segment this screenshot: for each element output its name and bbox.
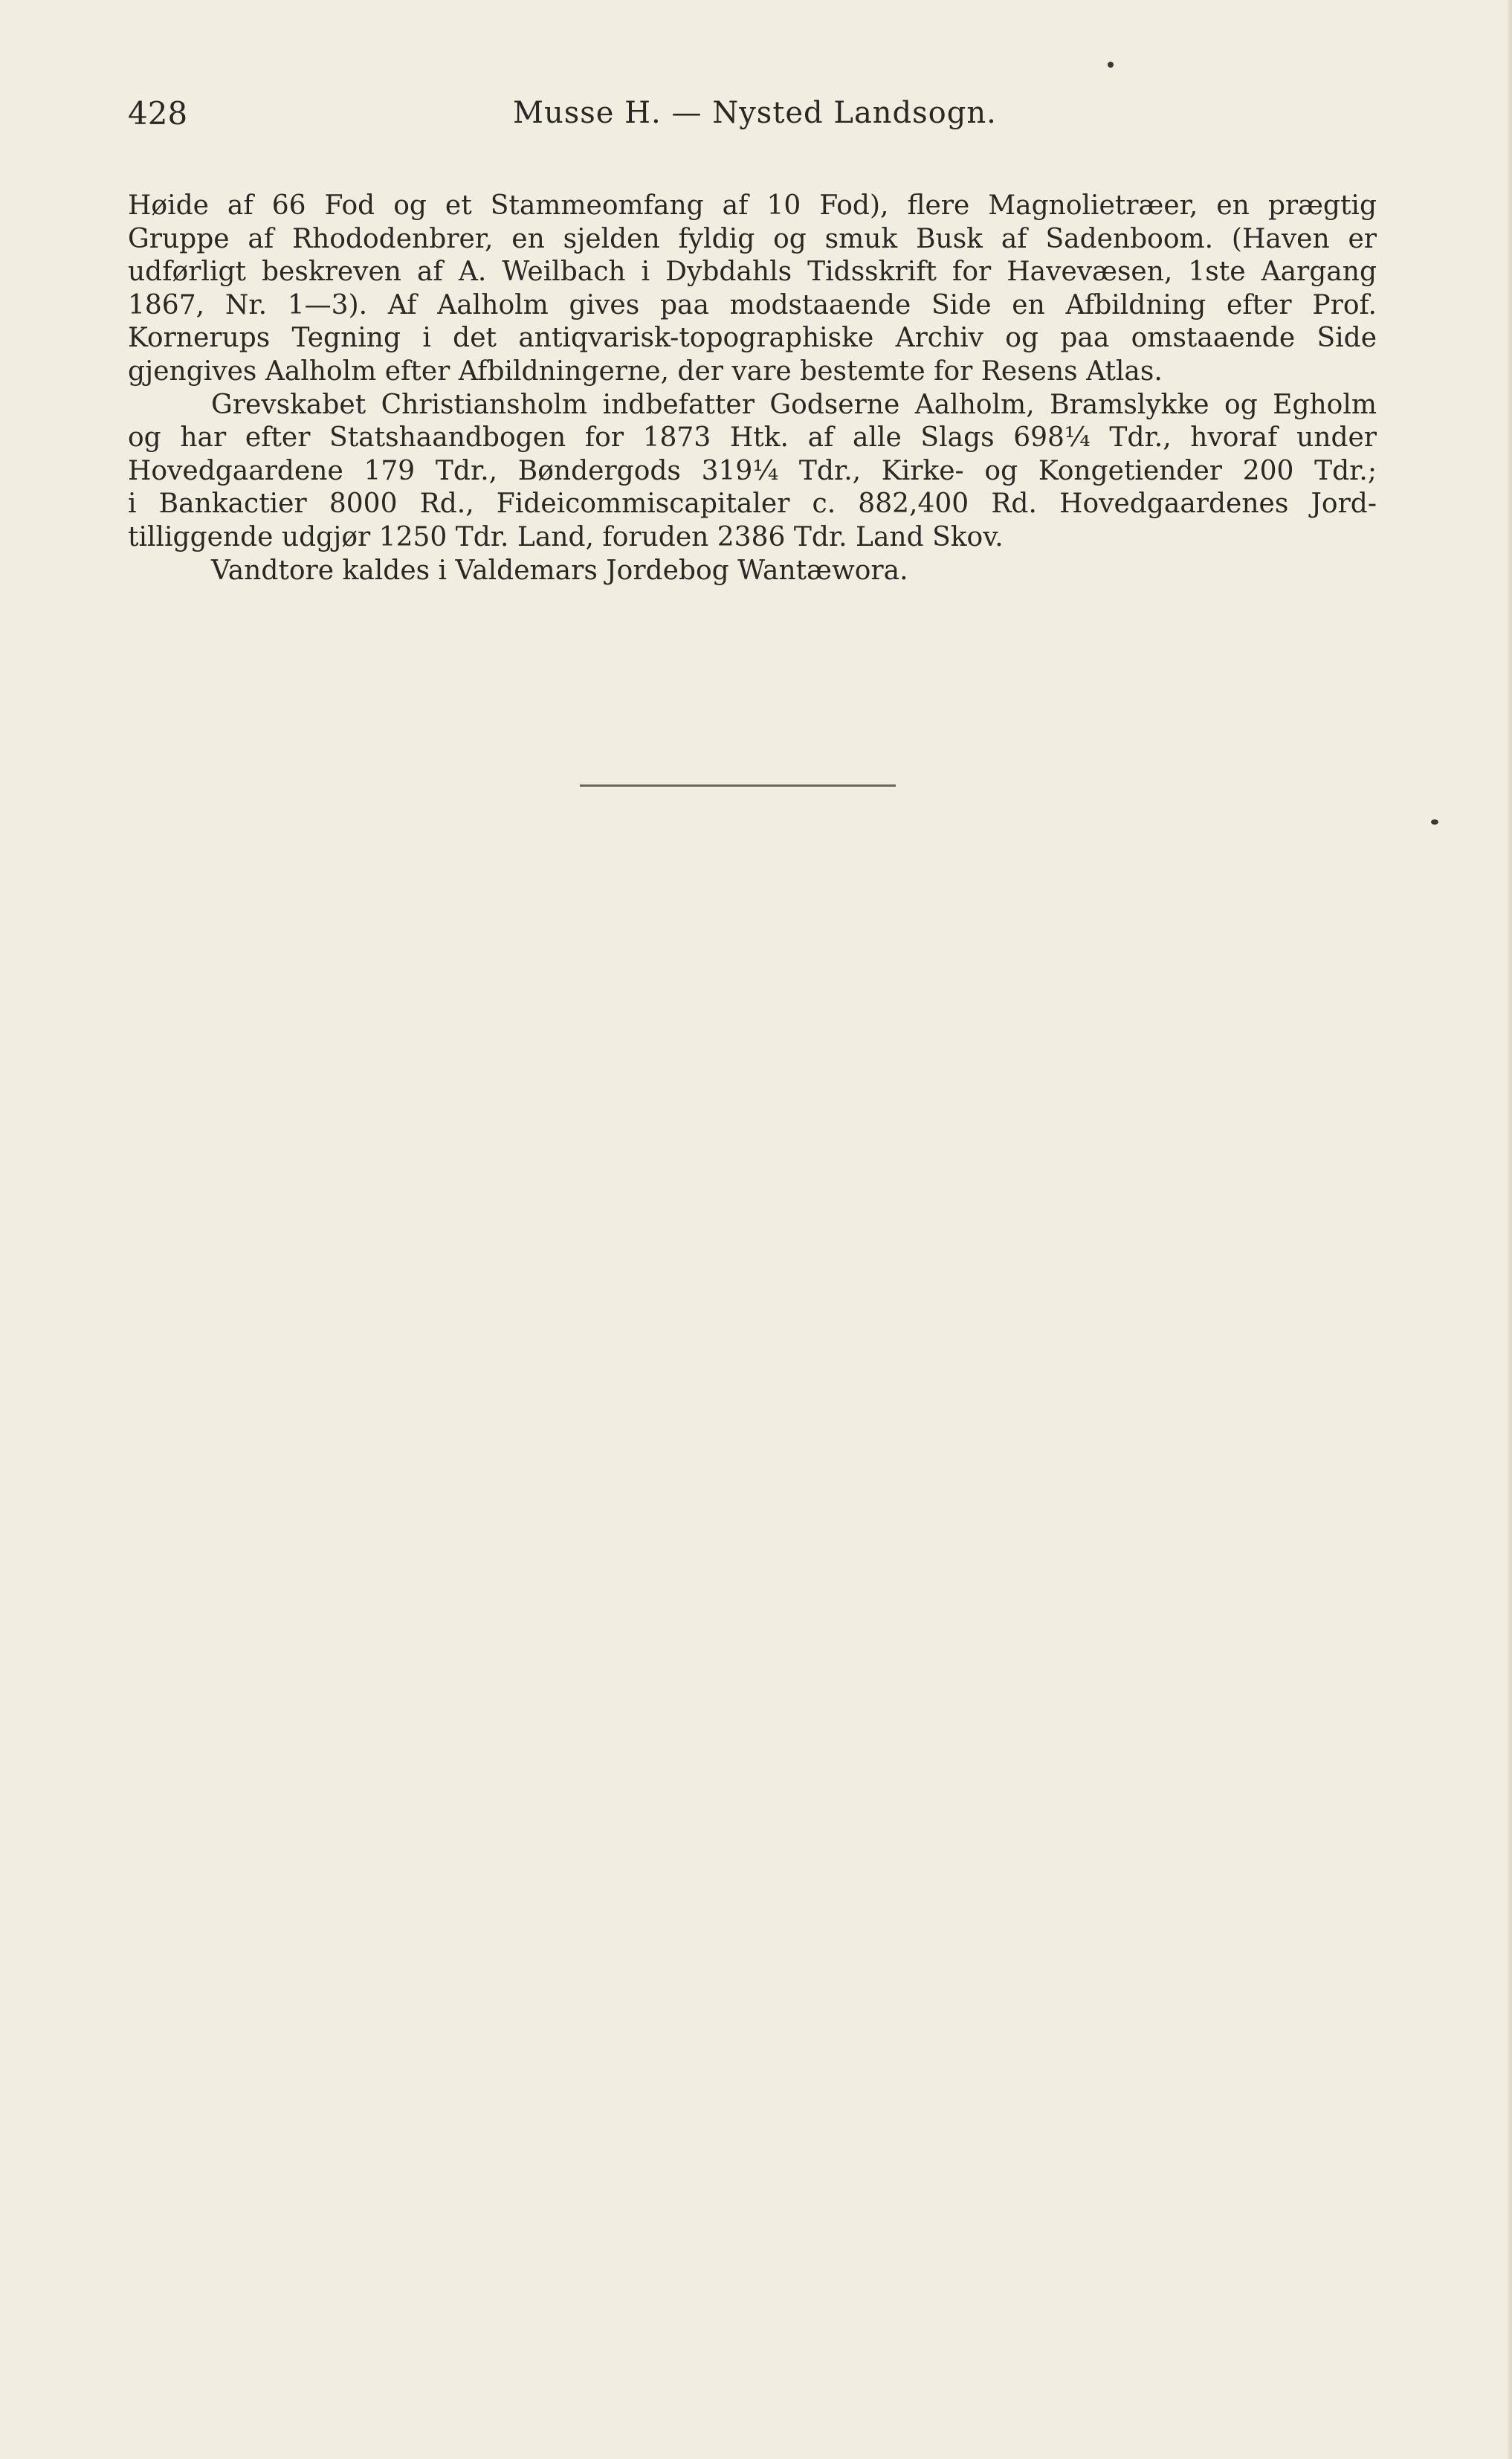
page-number: 428 [128, 95, 188, 132]
section-divider [580, 784, 896, 787]
text-line: og har efter Statshaandbogen for 1873 Htk. af alle Slags 698¼ Tdr., hvoraf under [128, 422, 1377, 454]
text-line: gjengives Aalholm efter Afbildningerne, der vare bestemte for Resens Atlas. [128, 355, 1163, 387]
text-line: 1867, Nr. 1—3). Af Aalholm gives paa modstaaende Side en Afbildning efter Prof. [128, 289, 1377, 320]
text-line: i Bankactier 8000 Rd., Fideicommiscapitaler c. 882,400 Rd. Hovedgaardenes Jord- [128, 489, 1377, 520]
ink-speck [1431, 819, 1438, 825]
text-line: Vandtore kaldes i Valdemars Jordebog Wantæwora. [211, 555, 908, 586]
running-head: Musse H. — Nysted Landsogn. [513, 96, 997, 130]
text-line: Grevskabet Christiansholm indbefatter Godserne Aalholm, Bramslykke og Egholm [211, 389, 1377, 420]
ink-speck [1108, 62, 1114, 68]
paragraph-1 [128, 190, 1377, 389]
text-line: Hovedgaardene 179 Tdr., Bøndergods 319¼ Tdr., Kirke- og Kongetiender 200 Tdr.; [128, 455, 1377, 486]
paragraph-3 [128, 555, 1377, 588]
text-line: Gruppe af Rhododenbrer, en sjelden fyldig og smuk Busk af Sadenboom. (Haven er [128, 223, 1377, 254]
page-edge [1506, 0, 1512, 2459]
text-line: tilliggende udgjør 1250 Tdr. Land, foruden 2386 Tdr. Land Skov. [128, 521, 1004, 552]
text-line: udførligt beskreven af A. Weilbach i Dybdahls Tidsskrift for Havevæsen, 1ste Aargang [128, 257, 1377, 288]
paragraph-2 [128, 389, 1377, 555]
body-text [128, 190, 1377, 587]
text-line: Kornerups Tegning i det antiqvarisk-topographiske Archiv og paa omstaaende Side [128, 323, 1377, 354]
text-line: Høide af 66 Fod og et Stammeomfang af 10 Fod), flere Magnolietræer, en prægtig [128, 190, 1377, 221]
